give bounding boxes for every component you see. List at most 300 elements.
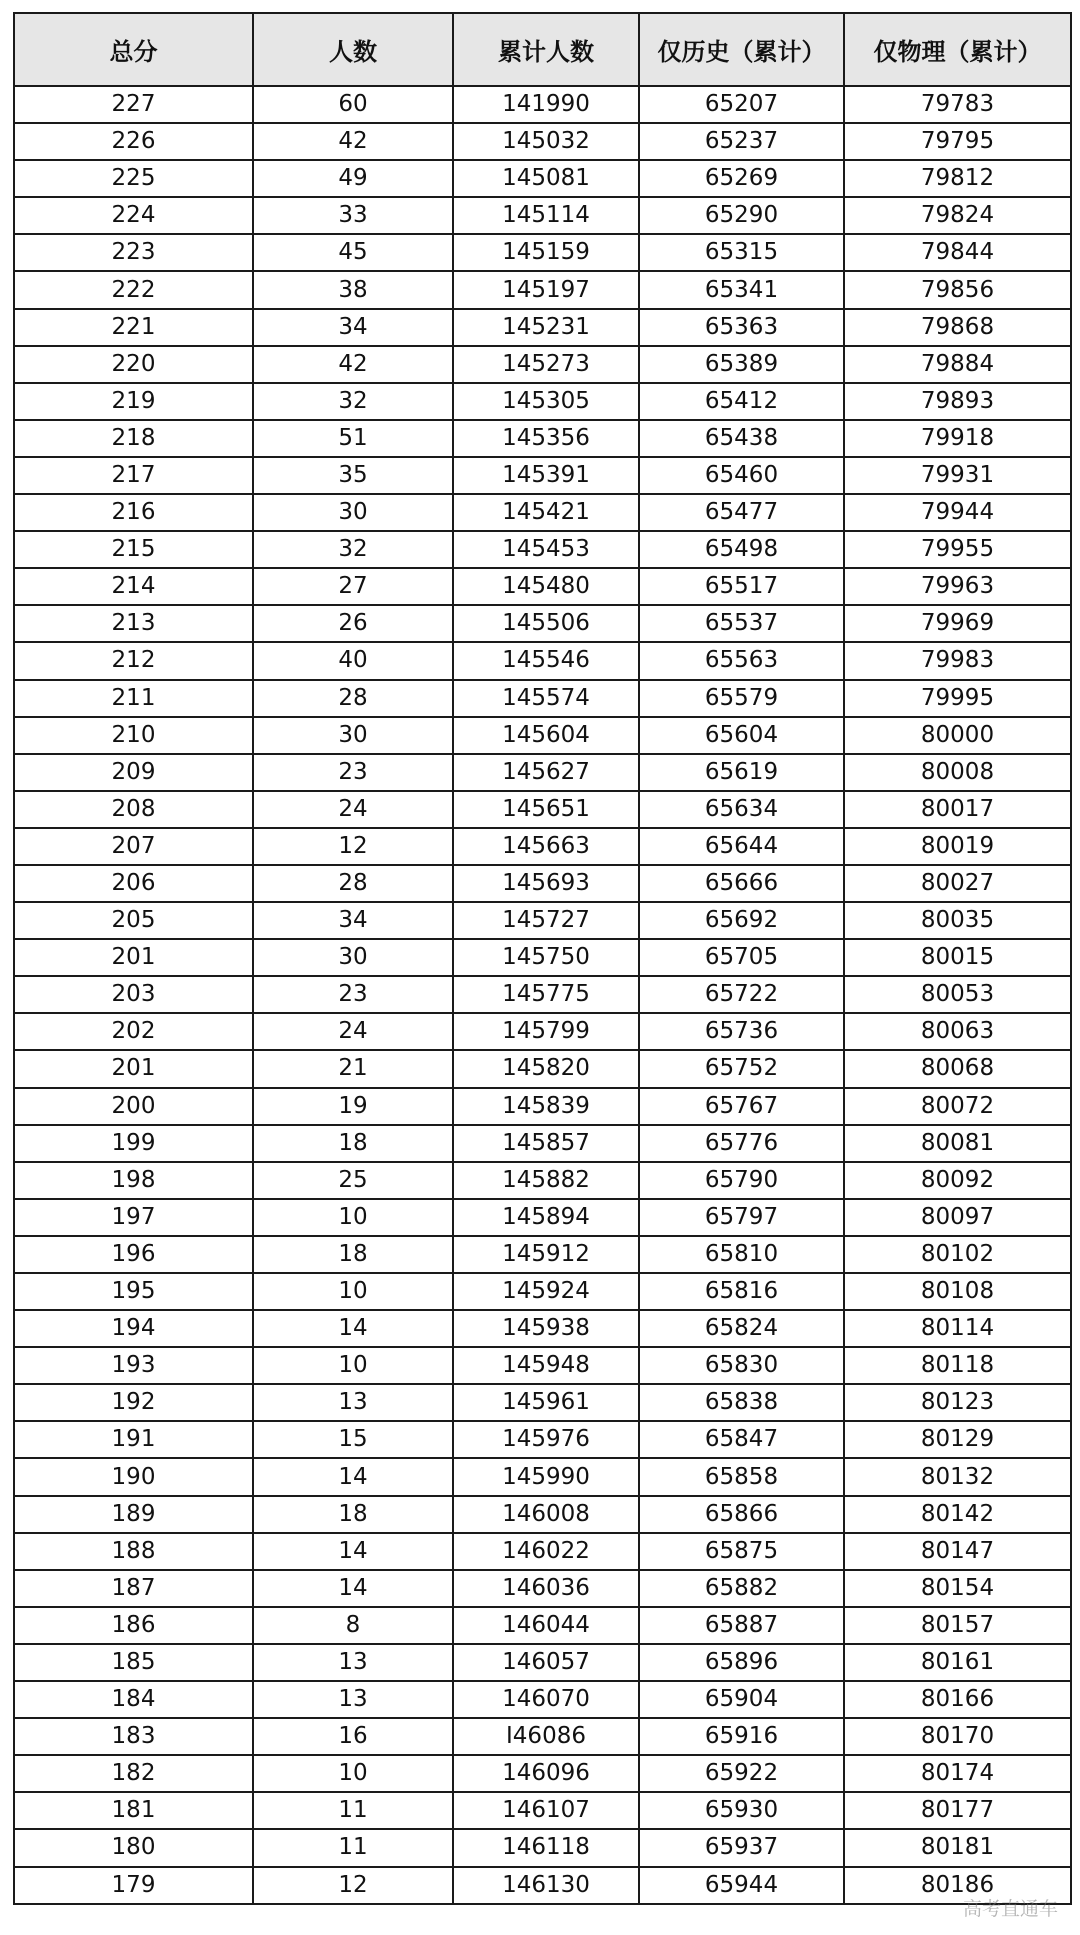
- cell-history-cumulative: 65341: [639, 271, 844, 308]
- cell-cumulative-count: I46086: [453, 1718, 639, 1755]
- table-row: [14, 123, 1071, 160]
- cell-history-cumulative: 65736: [639, 1013, 844, 1050]
- cell-history-cumulative: 65896: [639, 1644, 844, 1681]
- cell-physics-cumulative: 80081: [844, 1125, 1071, 1162]
- cell-history-cumulative: 65790: [639, 1162, 844, 1199]
- cell-cumulative-count: 145546: [453, 642, 639, 679]
- cell-history-cumulative: 65937: [639, 1829, 844, 1866]
- cell-total-score: 210: [14, 717, 253, 754]
- cell-cumulative-count: 146107: [453, 1792, 639, 1829]
- cell-cumulative-count: 146096: [453, 1755, 639, 1792]
- cell-count: 32: [253, 531, 453, 568]
- table-row: [14, 1681, 1071, 1718]
- cell-cumulative-count: 146118: [453, 1829, 639, 1866]
- cell-count: 26: [253, 605, 453, 642]
- cell-cumulative-count: 145912: [453, 1236, 639, 1273]
- table-row: [14, 1792, 1071, 1829]
- cell-physics-cumulative: 80154: [844, 1570, 1071, 1607]
- cell-count: 14: [253, 1458, 453, 1495]
- table-row: [14, 1644, 1071, 1681]
- table-row: [14, 420, 1071, 457]
- cell-cumulative-count: 145961: [453, 1384, 639, 1421]
- cell-count: 60: [253, 86, 453, 123]
- cell-physics-cumulative: 79963: [844, 568, 1071, 605]
- cell-total-score: 190: [14, 1458, 253, 1495]
- table-row: [14, 791, 1071, 828]
- cell-history-cumulative: 65930: [639, 1792, 844, 1829]
- cell-cumulative-count: 145857: [453, 1125, 639, 1162]
- cell-total-score: 219: [14, 383, 253, 420]
- table-row: [14, 1384, 1071, 1421]
- cell-total-score: 217: [14, 457, 253, 494]
- cell-count: 34: [253, 309, 453, 346]
- cell-count: 40: [253, 642, 453, 679]
- cell-history-cumulative: 65619: [639, 754, 844, 791]
- cell-cumulative-count: 141990: [453, 86, 639, 123]
- cell-total-score: 185: [14, 1644, 253, 1681]
- cell-history-cumulative: 65290: [639, 197, 844, 234]
- cell-total-score: 216: [14, 494, 253, 531]
- cell-history-cumulative: 65692: [639, 902, 844, 939]
- cell-total-score: 198: [14, 1162, 253, 1199]
- cell-count: 25: [253, 1162, 453, 1199]
- table-row: [14, 1199, 1071, 1236]
- cell-history-cumulative: 65810: [639, 1236, 844, 1273]
- cell-physics-cumulative: 80097: [844, 1199, 1071, 1236]
- cell-history-cumulative: 65830: [639, 1347, 844, 1384]
- cell-total-score: 186: [14, 1607, 253, 1644]
- cell-physics-cumulative: 80114: [844, 1310, 1071, 1347]
- cell-count: 11: [253, 1792, 453, 1829]
- cell-physics-cumulative: 80170: [844, 1718, 1071, 1755]
- cell-total-score: 206: [14, 865, 253, 902]
- cell-cumulative-count: 145894: [453, 1199, 639, 1236]
- cell-total-score: 221: [14, 309, 253, 346]
- cell-physics-cumulative: 80000: [844, 717, 1071, 754]
- cell-total-score: 183: [14, 1718, 253, 1755]
- cell-count: 30: [253, 939, 453, 976]
- cell-cumulative-count: 145197: [453, 271, 639, 308]
- cell-total-score: 218: [14, 420, 253, 457]
- cell-total-score: 225: [14, 160, 253, 197]
- cell-history-cumulative: 65563: [639, 642, 844, 679]
- cell-cumulative-count: 145799: [453, 1013, 639, 1050]
- cell-cumulative-count: 146057: [453, 1644, 639, 1681]
- table-row: [14, 605, 1071, 642]
- cell-history-cumulative: 65858: [639, 1458, 844, 1495]
- cell-cumulative-count: 145081: [453, 160, 639, 197]
- table-row: [14, 1570, 1071, 1607]
- cell-history-cumulative: 65776: [639, 1125, 844, 1162]
- cell-physics-cumulative: 80157: [844, 1607, 1071, 1644]
- cell-physics-cumulative: 80072: [844, 1088, 1071, 1125]
- table-row: [14, 976, 1071, 1013]
- cell-physics-cumulative: 80147: [844, 1533, 1071, 1570]
- cell-count: 18: [253, 1125, 453, 1162]
- cell-physics-cumulative: 80129: [844, 1421, 1071, 1458]
- cell-count: 13: [253, 1681, 453, 1718]
- cell-total-score: 226: [14, 123, 253, 160]
- cell-total-score: 189: [14, 1496, 253, 1533]
- cell-total-score: 208: [14, 791, 253, 828]
- cell-cumulative-count: 145693: [453, 865, 639, 902]
- cell-history-cumulative: 65438: [639, 420, 844, 457]
- cell-cumulative-count: 145506: [453, 605, 639, 642]
- cell-cumulative-count: 145882: [453, 1162, 639, 1199]
- table-row: [14, 1867, 1071, 1904]
- table-body: [14, 86, 1071, 1904]
- cell-physics-cumulative: 79783: [844, 86, 1071, 123]
- table-row: [14, 1310, 1071, 1347]
- cell-total-score: 227: [14, 86, 253, 123]
- table-row: [14, 1718, 1071, 1755]
- table-row: [14, 1273, 1071, 1310]
- table-row: [14, 1496, 1071, 1533]
- cell-physics-cumulative: 80063: [844, 1013, 1071, 1050]
- cell-total-score: 201: [14, 939, 253, 976]
- table-row: [14, 828, 1071, 865]
- header-total-score: 总分: [14, 13, 253, 86]
- cell-cumulative-count: 145159: [453, 234, 639, 271]
- table-row: [14, 494, 1071, 531]
- cell-physics-cumulative: 80118: [844, 1347, 1071, 1384]
- cell-history-cumulative: 65389: [639, 346, 844, 383]
- cell-count: 14: [253, 1533, 453, 1570]
- cell-count: 15: [253, 1421, 453, 1458]
- cell-cumulative-count: 145032: [453, 123, 639, 160]
- cell-count: 28: [253, 865, 453, 902]
- table-row: [14, 271, 1071, 308]
- cell-total-score: 212: [14, 642, 253, 679]
- cell-cumulative-count: 145574: [453, 680, 639, 717]
- cell-cumulative-count: 145924: [453, 1273, 639, 1310]
- table-row: [14, 1458, 1071, 1495]
- cell-count: 18: [253, 1236, 453, 1273]
- cell-cumulative-count: 145604: [453, 717, 639, 754]
- cell-history-cumulative: 65722: [639, 976, 844, 1013]
- cell-count: 16: [253, 1718, 453, 1755]
- cell-physics-cumulative: 80177: [844, 1792, 1071, 1829]
- cell-physics-cumulative: 79884: [844, 346, 1071, 383]
- header-cumulative-count: 累计人数: [453, 13, 639, 86]
- cell-physics-cumulative: 80166: [844, 1681, 1071, 1718]
- cell-count: 11: [253, 1829, 453, 1866]
- cell-cumulative-count: 145273: [453, 346, 639, 383]
- cell-cumulative-count: 145948: [453, 1347, 639, 1384]
- cell-total-score: 220: [14, 346, 253, 383]
- cell-history-cumulative: 65922: [639, 1755, 844, 1792]
- table-row: [14, 1013, 1071, 1050]
- table-row: [14, 1125, 1071, 1162]
- table-row: [14, 1533, 1071, 1570]
- cell-physics-cumulative: 79918: [844, 420, 1071, 457]
- cell-history-cumulative: 65363: [639, 309, 844, 346]
- cell-total-score: 214: [14, 568, 253, 605]
- table-row: [14, 680, 1071, 717]
- cell-total-score: 222: [14, 271, 253, 308]
- cell-physics-cumulative: 79955: [844, 531, 1071, 568]
- cell-history-cumulative: 65644: [639, 828, 844, 865]
- cell-physics-cumulative: 80035: [844, 902, 1071, 939]
- cell-count: 28: [253, 680, 453, 717]
- cell-history-cumulative: 65460: [639, 457, 844, 494]
- cell-count: 10: [253, 1755, 453, 1792]
- cell-total-score: 199: [14, 1125, 253, 1162]
- header-count: 人数: [253, 13, 453, 86]
- cell-count: 32: [253, 383, 453, 420]
- cell-history-cumulative: 65816: [639, 1273, 844, 1310]
- header-history-cumulative: 仅历史（累计）: [639, 13, 844, 86]
- cell-history-cumulative: 65237: [639, 123, 844, 160]
- cell-cumulative-count: 145938: [453, 1310, 639, 1347]
- cell-total-score: 215: [14, 531, 253, 568]
- cell-cumulative-count: 145453: [453, 531, 639, 568]
- cell-count: 12: [253, 828, 453, 865]
- cell-history-cumulative: 65824: [639, 1310, 844, 1347]
- cell-cumulative-count: 146070: [453, 1681, 639, 1718]
- cell-count: 19: [253, 1088, 453, 1125]
- cell-total-score: 179: [14, 1867, 253, 1904]
- cell-count: 21: [253, 1050, 453, 1087]
- cell-total-score: 187: [14, 1570, 253, 1607]
- cell-physics-cumulative: 79995: [844, 680, 1071, 717]
- cell-count: 13: [253, 1644, 453, 1681]
- table-row: [14, 531, 1071, 568]
- cell-cumulative-count: 145727: [453, 902, 639, 939]
- table-row: [14, 1050, 1071, 1087]
- cell-physics-cumulative: 79931: [844, 457, 1071, 494]
- table-row: [14, 902, 1071, 939]
- cell-history-cumulative: 65498: [639, 531, 844, 568]
- cell-history-cumulative: 65517: [639, 568, 844, 605]
- table-row: [14, 568, 1071, 605]
- cell-count: 30: [253, 494, 453, 531]
- cell-cumulative-count: 145820: [453, 1050, 639, 1087]
- cell-count: 24: [253, 1013, 453, 1050]
- cell-history-cumulative: 65904: [639, 1681, 844, 1718]
- cell-history-cumulative: 65412: [639, 383, 844, 420]
- cell-history-cumulative: 65579: [639, 680, 844, 717]
- watermark-text: 高考直通车: [962, 1898, 1058, 1920]
- cell-cumulative-count: 145651: [453, 791, 639, 828]
- cell-cumulative-count: 145356: [453, 420, 639, 457]
- cell-count: 42: [253, 123, 453, 160]
- cell-history-cumulative: 65666: [639, 865, 844, 902]
- cell-cumulative-count: 145663: [453, 828, 639, 865]
- table-row: [14, 309, 1071, 346]
- cell-cumulative-count: 145114: [453, 197, 639, 234]
- cell-physics-cumulative: 79824: [844, 197, 1071, 234]
- cell-physics-cumulative: 80015: [844, 939, 1071, 976]
- cell-count: 10: [253, 1347, 453, 1384]
- cell-physics-cumulative: 80102: [844, 1236, 1071, 1273]
- cell-physics-cumulative: 79868: [844, 309, 1071, 346]
- cell-count: 49: [253, 160, 453, 197]
- table-row: [14, 346, 1071, 383]
- cell-physics-cumulative: 79969: [844, 605, 1071, 642]
- cell-physics-cumulative: 79812: [844, 160, 1071, 197]
- table-row: [14, 383, 1071, 420]
- cell-cumulative-count: 145976: [453, 1421, 639, 1458]
- cell-total-score: 200: [14, 1088, 253, 1125]
- cell-history-cumulative: 65767: [639, 1088, 844, 1125]
- cell-total-score: 192: [14, 1384, 253, 1421]
- header-physics-cumulative: 仅物理（累计）: [844, 13, 1071, 86]
- table-row: [14, 160, 1071, 197]
- cell-total-score: 209: [14, 754, 253, 791]
- table-row: [14, 1162, 1071, 1199]
- table-row: [14, 717, 1071, 754]
- cell-count: 35: [253, 457, 453, 494]
- table-row: [14, 1607, 1071, 1644]
- cell-history-cumulative: 65847: [639, 1421, 844, 1458]
- cell-count: 38: [253, 271, 453, 308]
- cell-cumulative-count: 146022: [453, 1533, 639, 1570]
- cell-total-score: 197: [14, 1199, 253, 1236]
- cell-count: 23: [253, 976, 453, 1013]
- cell-physics-cumulative: 80027: [844, 865, 1071, 902]
- cell-cumulative-count: 146036: [453, 1570, 639, 1607]
- cell-physics-cumulative: 80186: [844, 1867, 1071, 1904]
- cell-count: 42: [253, 346, 453, 383]
- cell-history-cumulative: 65315: [639, 234, 844, 271]
- table-row: [14, 1347, 1071, 1384]
- cell-physics-cumulative: 80181: [844, 1829, 1071, 1866]
- cell-total-score: 205: [14, 902, 253, 939]
- cell-total-score: 181: [14, 1792, 253, 1829]
- cell-history-cumulative: 65797: [639, 1199, 844, 1236]
- cell-total-score: 180: [14, 1829, 253, 1866]
- cell-count: 51: [253, 420, 453, 457]
- cell-cumulative-count: 145750: [453, 939, 639, 976]
- cell-total-score: 194: [14, 1310, 253, 1347]
- table-row: [14, 234, 1071, 271]
- cell-cumulative-count: 145231: [453, 309, 639, 346]
- cell-physics-cumulative: 80132: [844, 1458, 1071, 1495]
- table-row: [14, 86, 1071, 123]
- cell-physics-cumulative: 79844: [844, 234, 1071, 271]
- cell-total-score: 184: [14, 1681, 253, 1718]
- cell-history-cumulative: 65634: [639, 791, 844, 828]
- cell-total-score: 196: [14, 1236, 253, 1273]
- cell-cumulative-count: 146044: [453, 1607, 639, 1644]
- table-row: [14, 1755, 1071, 1792]
- cell-history-cumulative: 65875: [639, 1533, 844, 1570]
- cell-cumulative-count: 145627: [453, 754, 639, 791]
- cell-total-score: 195: [14, 1273, 253, 1310]
- cell-total-score: 211: [14, 680, 253, 717]
- cell-count: 23: [253, 754, 453, 791]
- cell-history-cumulative: 65882: [639, 1570, 844, 1607]
- cell-total-score: 203: [14, 976, 253, 1013]
- cell-history-cumulative: 65916: [639, 1718, 844, 1755]
- cell-physics-cumulative: 79795: [844, 123, 1071, 160]
- cell-cumulative-count: 145990: [453, 1458, 639, 1495]
- table-row: [14, 1236, 1071, 1273]
- cell-cumulative-count: 146130: [453, 1867, 639, 1904]
- cell-count: 14: [253, 1570, 453, 1607]
- cell-history-cumulative: 65207: [639, 86, 844, 123]
- cell-physics-cumulative: 80123: [844, 1384, 1071, 1421]
- cell-cumulative-count: 145839: [453, 1088, 639, 1125]
- cell-history-cumulative: 65269: [639, 160, 844, 197]
- cell-history-cumulative: 65537: [639, 605, 844, 642]
- cell-count: 13: [253, 1384, 453, 1421]
- cell-physics-cumulative: 80068: [844, 1050, 1071, 1087]
- cell-count: 10: [253, 1273, 453, 1310]
- cell-physics-cumulative: 79944: [844, 494, 1071, 531]
- cell-physics-cumulative: 80019: [844, 828, 1071, 865]
- cell-cumulative-count: 145391: [453, 457, 639, 494]
- table-row: [14, 197, 1071, 234]
- cell-total-score: 207: [14, 828, 253, 865]
- cell-cumulative-count: 145775: [453, 976, 639, 1013]
- cell-physics-cumulative: 79983: [844, 642, 1071, 679]
- table-row: [14, 1421, 1071, 1458]
- cell-total-score: 213: [14, 605, 253, 642]
- cell-count: 10: [253, 1199, 453, 1236]
- cell-history-cumulative: 65866: [639, 1496, 844, 1533]
- cell-physics-cumulative: 80174: [844, 1755, 1071, 1792]
- cell-physics-cumulative: 80161: [844, 1644, 1071, 1681]
- cell-history-cumulative: 65752: [639, 1050, 844, 1087]
- cell-total-score: 202: [14, 1013, 253, 1050]
- cell-cumulative-count: 145421: [453, 494, 639, 531]
- cell-total-score: 182: [14, 1755, 253, 1792]
- cell-total-score: 223: [14, 234, 253, 271]
- cell-history-cumulative: 65838: [639, 1384, 844, 1421]
- cell-cumulative-count: 145480: [453, 568, 639, 605]
- cell-count: 14: [253, 1310, 453, 1347]
- cell-physics-cumulative: 80108: [844, 1273, 1071, 1310]
- score-distribution-table: [13, 12, 1072, 1905]
- table-row: [14, 1829, 1071, 1866]
- cell-cumulative-count: 145305: [453, 383, 639, 420]
- cell-count: 18: [253, 1496, 453, 1533]
- cell-count: 45: [253, 234, 453, 271]
- score-table-container: [13, 12, 1070, 1905]
- cell-physics-cumulative: 80092: [844, 1162, 1071, 1199]
- cell-count: 30: [253, 717, 453, 754]
- table-row: [14, 865, 1071, 902]
- cell-history-cumulative: 65477: [639, 494, 844, 531]
- cell-physics-cumulative: 80017: [844, 791, 1071, 828]
- cell-total-score: 201: [14, 1050, 253, 1087]
- cell-total-score: 193: [14, 1347, 253, 1384]
- cell-total-score: 188: [14, 1533, 253, 1570]
- table-row: [14, 642, 1071, 679]
- cell-physics-cumulative: 79893: [844, 383, 1071, 420]
- table-row: [14, 457, 1071, 494]
- cell-physics-cumulative: 80053: [844, 976, 1071, 1013]
- cell-history-cumulative: 65887: [639, 1607, 844, 1644]
- cell-physics-cumulative: 80008: [844, 754, 1071, 791]
- cell-count: 12: [253, 1867, 453, 1904]
- cell-count: 27: [253, 568, 453, 605]
- table-row: [14, 1088, 1071, 1125]
- cell-cumulative-count: 146008: [453, 1496, 639, 1533]
- cell-total-score: 224: [14, 197, 253, 234]
- cell-history-cumulative: 65604: [639, 717, 844, 754]
- cell-count: 24: [253, 791, 453, 828]
- header-row: [14, 13, 1071, 86]
- cell-physics-cumulative: 80142: [844, 1496, 1071, 1533]
- table-row: [14, 939, 1071, 976]
- cell-count: 33: [253, 197, 453, 234]
- cell-total-score: 191: [14, 1421, 253, 1458]
- cell-physics-cumulative: 79856: [844, 271, 1071, 308]
- cell-count: 8: [253, 1607, 453, 1644]
